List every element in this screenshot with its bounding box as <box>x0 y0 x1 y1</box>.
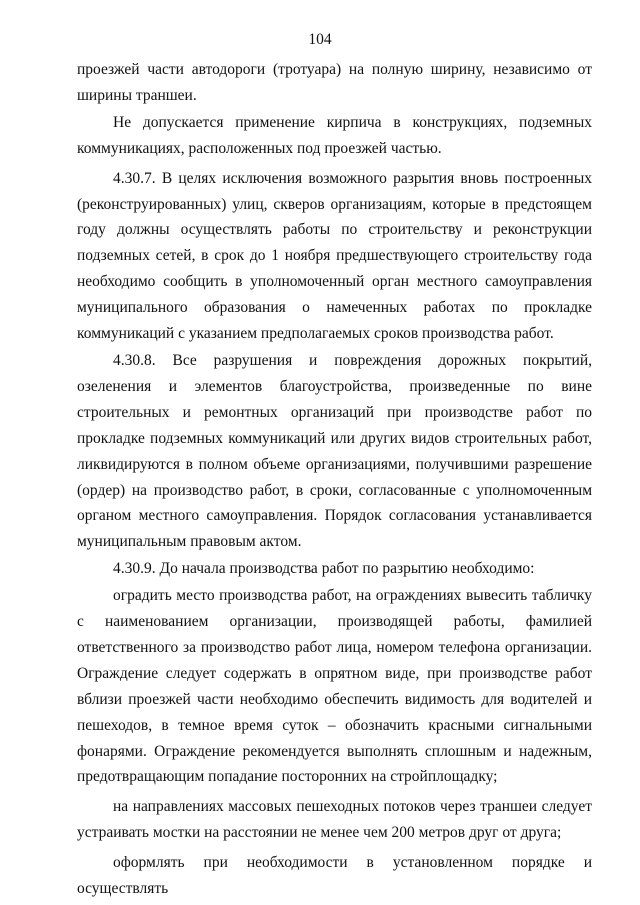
paragraph-pedestrian-bridges: на направлениях массовых пешеходных потоков через траншеи следует устраивать мостки на расстоянии не менее чем 200 метров друг от друга; <box>77 798 592 842</box>
paragraph-4-30-9: 4.30.9. До начала производства работ по разрытию необходимо: <box>113 560 535 578</box>
page-number: 104 <box>308 31 332 48</box>
paragraph-fence-requirements: оградить место производства работ, на ограждениях вывесить табличку с наименованием организации, производящей работы, фамилией ответственного за производство работ лица, номером телефона организации. Ограждение следует содержать в опрятном виде, при производстве работ вблизи проезжей части необходимо обеспечить видимость для водителей и пешеходов, в темное время суток – обозначить красными сигнальными фонарями. Ограждение рекомендуется выполнять сплошным и надежным, предотвращающим попадание посторонних на стройплощадку; <box>77 587 592 786</box>
paragraph-brick-prohibition: Не допускается применение кирпича в конструкциях, подземных коммуникациях, расположенных под проезжей частью. <box>77 113 592 157</box>
paragraph-registration: оформлять при необходимости в установленном порядке и осуществлять <box>77 854 592 898</box>
paragraph-4-30-7: 4.30.7. В целях исключения возможного разрытия вновь построенных (реконструированных) улиц, скверов организациям, которые в предстоящем году должны осуществлять работы по строительству и реконструкции подземных сетей, в срок до 1 ноября предшествующего строительству года необходимо сообщить в уполномоченный орган местного самоуправления муниципального образования о намеченных работах по прокладке коммуникаций с указанием предполагаемых сроков производства работ. <box>77 169 592 343</box>
document-body <box>77 57 592 904</box>
paragraph-continuation: проезжей части автодороги (тротуара) на полную ширину, независимо от ширины траншеи. <box>77 61 592 104</box>
paragraph-4-30-8: 4.30.8. Все разрушения и повреждения дорожных покрытий, озеленения и элементов благоустройства, произведенные по вине строительных и ремонтных организаций при производстве работ по прокладке подземных коммуникаций или других видов строительных работ, ликвидируются в полном объеме организациями, получившими разрешение (ордер) на производство работ, в сроки, согласованные с уполномоченным органом местного самоуправления. Порядок согласования устанавливается муниципальным правовым актом. <box>77 351 592 551</box>
